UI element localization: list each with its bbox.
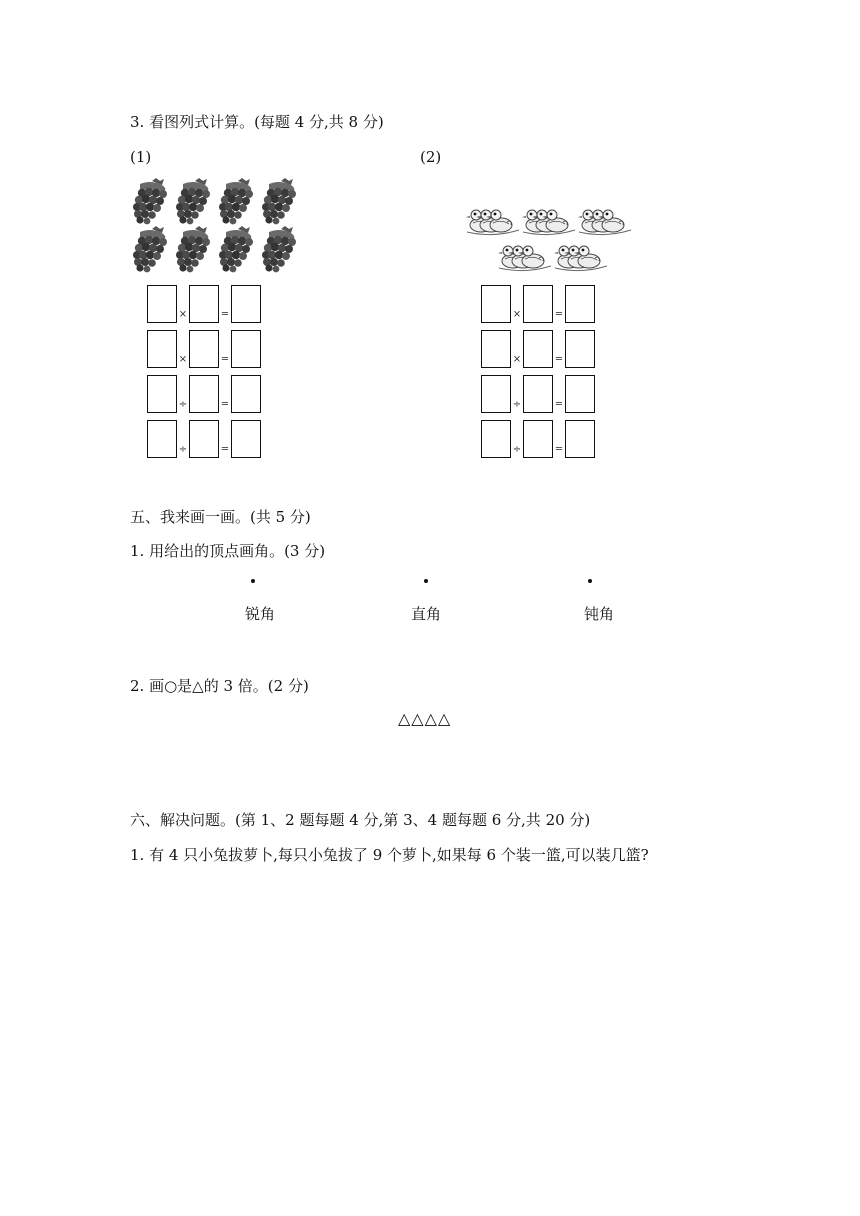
divide-sign: ÷ — [512, 444, 522, 455]
q3-part2-equations — [481, 285, 601, 463]
equals-sign: = — [554, 399, 564, 410]
ducks-picture — [465, 206, 637, 278]
q3-title: 3. 看图列式计算。(每题 4 分,共 8 分) — [130, 113, 384, 131]
equation-row — [481, 285, 601, 325]
divide-sign: ÷ — [178, 444, 188, 455]
section5-title: 五、我来画一画。(共 5 分) — [130, 508, 311, 526]
answer-box[interactable] — [231, 285, 261, 323]
answer-box[interactable] — [565, 285, 595, 323]
q3-part1-equations — [147, 285, 267, 463]
answer-box[interactable] — [189, 330, 219, 368]
answer-box[interactable] — [565, 375, 595, 413]
answer-box[interactable] — [523, 420, 553, 458]
answer-box[interactable] — [147, 420, 177, 458]
answer-box[interactable] — [481, 285, 511, 323]
equals-sign: = — [220, 354, 230, 365]
times-sign: × — [178, 309, 188, 320]
answer-box[interactable] — [189, 285, 219, 323]
equals-sign: = — [554, 354, 564, 365]
answer-box[interactable] — [189, 375, 219, 413]
answer-box[interactable] — [523, 330, 553, 368]
equation-row — [481, 375, 601, 415]
equals-sign: = — [220, 309, 230, 320]
equation-row — [481, 420, 601, 460]
acute-angle-label: 锐角 — [244, 605, 275, 623]
section5-q2: 2. 画○是△的 3 倍。(2 分) — [130, 677, 309, 695]
equals-sign: = — [220, 444, 230, 455]
equation-row — [147, 330, 267, 370]
equals-sign: = — [554, 444, 564, 455]
answer-box[interactable] — [565, 330, 595, 368]
equals-sign: = — [220, 399, 230, 410]
equals-sign: = — [554, 309, 564, 320]
answer-box[interactable] — [481, 375, 511, 413]
answer-box[interactable] — [481, 420, 511, 458]
q3-part1-label: (1) — [130, 148, 152, 166]
times-sign: × — [512, 354, 522, 365]
answer-box[interactable] — [523, 375, 553, 413]
equation-row — [481, 330, 601, 370]
answer-box[interactable] — [189, 420, 219, 458]
answer-box[interactable] — [147, 285, 177, 323]
answer-box[interactable] — [231, 420, 261, 458]
answer-box[interactable] — [481, 330, 511, 368]
divide-sign: ÷ — [178, 399, 188, 410]
section6-title: 六、解决问题。(第 1、2 题每题 4 分,第 3、4 题每题 6 分,共 20 分) — [130, 811, 591, 829]
divide-sign: ÷ — [512, 399, 522, 410]
equation-row — [147, 285, 267, 325]
times-sign: × — [178, 354, 188, 365]
times-sign: × — [512, 309, 522, 320]
q3-part2-label: (2) — [420, 148, 442, 166]
vertex-dot[interactable] — [424, 579, 428, 583]
obtuse-angle-label: 钝角 — [583, 605, 614, 623]
right-angle-label: 直角 — [410, 605, 441, 623]
triangles-row: △△△△ — [398, 709, 452, 728]
answer-box[interactable] — [523, 285, 553, 323]
answer-box[interactable] — [147, 375, 177, 413]
vertex-dot[interactable] — [588, 579, 592, 583]
vertex-dot[interactable] — [251, 579, 255, 583]
answer-box[interactable] — [231, 330, 261, 368]
answer-box[interactable] — [231, 375, 261, 413]
equation-row — [147, 420, 267, 460]
equation-row — [147, 375, 267, 415]
answer-box[interactable] — [147, 330, 177, 368]
section6-q1: 1. 有 4 只小兔拔萝卜,每只小兔拔了 9 个萝卜,如果每 6 个装一篮,可以装几篮? — [130, 846, 649, 864]
answer-box[interactable] — [565, 420, 595, 458]
grapes-picture — [130, 178, 310, 274]
section5-q1: 1. 用给出的顶点画角。(3 分) — [130, 542, 326, 560]
